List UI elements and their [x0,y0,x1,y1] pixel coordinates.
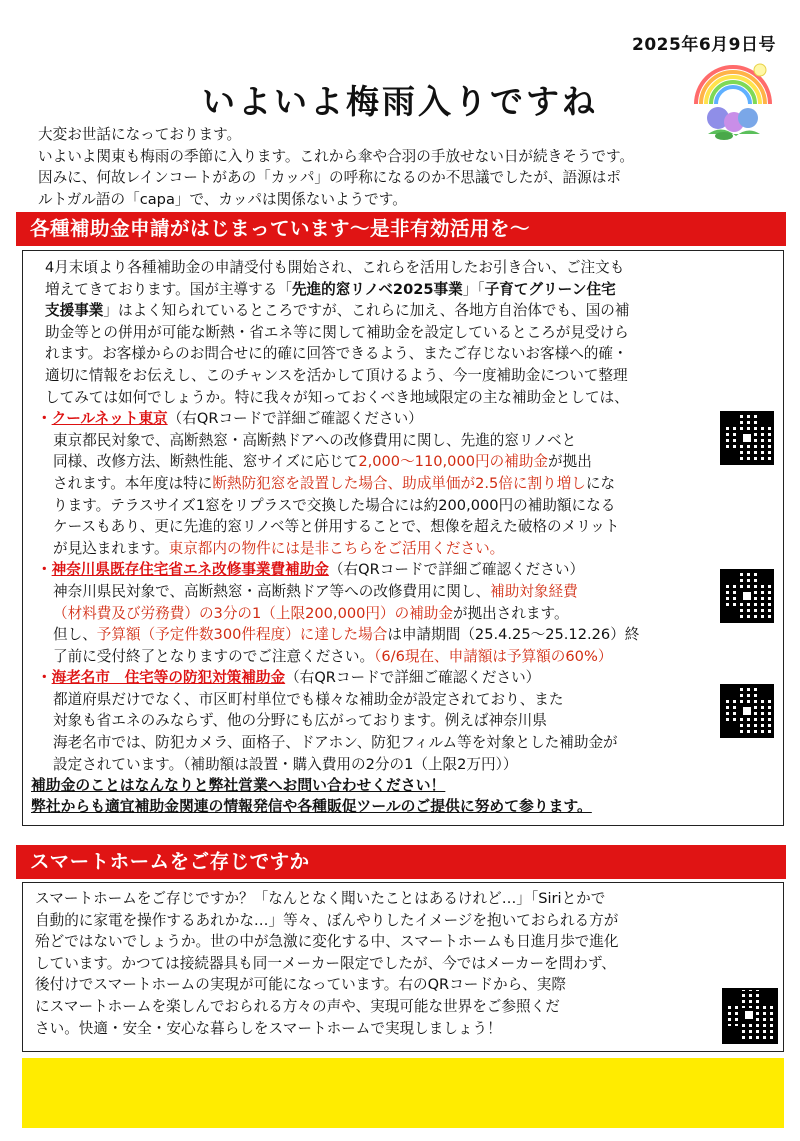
smarthome-line: しています。かつては接続器具も同一メーカー限定でしたが、今ではメーカーを問わず、 [35,954,616,972]
greeting-line: ルトガル語の「capa」で、カッパは関係ないようです。 [38,190,407,208]
item-line: 対象も省エネのみならず、他の分野にも広がっております。例えば神奈川県 [53,712,547,730]
closing-line: 補助金のことはなんなりと弊社営業へお問い合わせください！ [31,777,446,795]
item-line: 東京都民対象で、高断熱窓・高断熱ドアへの改修費用に関し、先進的窓リノベと [53,431,577,449]
smarthome-section-heading: スマートホームをご存じですか [16,845,786,879]
subsidy-amount: 2,000～110,000円の補助金 [358,453,549,471]
subsidy-item-ebina [23,667,783,775]
budget-note: 予算額（予定件数300件程度）に達した場合 [96,626,388,644]
bullet: ・ [37,410,52,428]
item-line: 海老名市では、防犯カメラ、面格子、ドアホン、防犯フィルム等を対象とした補助金が [53,734,618,752]
smarthome-line: 後付けでスマートホームの実現が可能になっています。右のQRコードから、実際 [35,976,566,994]
item-text: が見込まれます。 [53,539,169,557]
qr-code-kanagawa[interactable] [722,571,772,621]
item-line [53,538,783,560]
bullet: ・ [37,561,52,579]
intro-line [45,300,775,322]
subsidy-item-tokyo [23,408,783,559]
qr-note: （右QRコードで詳細ご確認ください） [285,669,541,687]
subsidy-item-heading [37,408,783,430]
qr-note: （右QRコードで詳細ご確認ください） [167,410,423,428]
subsidy-item-heading [37,559,783,581]
smarthome-section-box [22,882,784,1052]
greeting-text [38,124,783,210]
intro-text: 」「 [462,280,485,298]
intro-line: してみては如何でしょうか。特に我々が知っておくべき地域限定の主な補助金としては、 [45,388,629,406]
item-text: は申請期間（25.4.25～25.12.26）終 [387,626,640,644]
subsidy-intro [23,251,783,408]
intro-text: 増えてきております。国が主導する「 [45,280,292,298]
intro-text: 」はよく知られているところですが、これらに加え、各地方自治体でも、国の補 [103,302,630,320]
issue-date: 2025年6月9日号 [632,35,776,55]
item-line: ケースもあり、更に先進的窓リノベ等と併用することで、想像を超えた破格のメリット [53,518,620,536]
recommendation: 東京都内の物件には是非こちらをご活用ください。 [168,539,505,557]
item-text: が拠出 [548,453,592,471]
qr-code-ebina[interactable] [722,686,772,736]
smarthome-line: にスマートホームを楽しんでおられる方々の声や、実現可能な世界をご参照くだ [35,997,560,1015]
item-line [53,581,783,603]
item-line: 設定されています。（補助額は設置・購入費用の2分の1（上限2万円）） [53,755,518,773]
subsidy-amount: （材料費及び労務費）の3分の1（上限200,000円）の補助金 [53,604,453,622]
greeting-line: 大変お世話になっております。 [38,126,242,143]
smarthome-line: 殆どではないでしょうか。世の中が急激に変化する中、スマートホームも日進月歩で進化 [35,933,619,951]
item-text: されます。本年度は特に [53,474,213,492]
smarthome-text [23,883,783,1039]
intro-line: 4月末頃より各種補助金の申請受付も開始され、これらを活用したお引き合い、ご注文も [45,259,625,276]
item-line: 都道府県だけでなく、市区町村単位でも様々な補助金が設定されており、また [53,690,564,708]
greeting-line: いよいよ関東も梅雨の季節に入ります。これから傘や合羽の手放せない日が続きそうです。 [38,147,635,165]
intro-line: れます。お客様からのお問合せに的確に回答できるよう、またご存じないお客様へ的確・ [45,345,628,363]
item-line [53,603,783,625]
qr-code-smarthome[interactable] [724,990,776,1042]
item-text: 了前に受付終了となりますのでご注意ください。 [53,647,375,665]
qr-note: （右QRコードで詳細ご確認ください） [328,561,585,579]
subsidy-item-heading [37,667,783,689]
item-text: 神奈川県民対象で、高断熱窓・高断熱ドア等への改修費用に関し、 [53,582,491,600]
page-title: いよいよ梅雨入りですね [202,82,598,121]
greeting-line: 因みに、何故レインコートがあの「カッパ」の呼称になるのか不思議でしたが、語源はポ [38,169,621,187]
qr-code-tokyo[interactable] [722,413,772,463]
item-line [53,646,783,668]
bullet: ・ [37,669,52,687]
item-text: 同様、改修方法、断熱性能、窓サイズに応じて [53,453,359,471]
item-line: ります。テラスサイズ1窓をリプラスで交換した場合には約200,000円の補助額になる [53,496,616,514]
program-name-madorinobe: 先進的窓リノベ2025事業 [291,280,463,298]
status-note: （6/6現在、申請額は予算額の60%） [374,647,613,665]
intro-line: 助金等との併用が可能な断熱・省エネ等に関して補助金を設定しているところが見受けら [45,323,629,341]
closing-message [23,775,783,817]
item-line [53,451,783,473]
smarthome-line: 自動的に家電を操作するあれかな…」等々、ぼんやりしたイメージを抱いておられる方が [35,911,619,929]
smarthome-line: スマートホームをご存じですか？「なんとなく聞いたことはあるけれど…」「Siriとかで [35,890,606,907]
subsidy-section-heading: 各種補助金申請がはじまっています～是非有効活用を～ [16,212,786,246]
item-line [53,473,783,495]
program-name-kosodate: 子育てグリーン住宅 [484,280,616,298]
bonus-note: 断熱防犯窓を設置した場合、助成単価が2.5倍に割り増し [212,474,586,492]
subsidy-title-kanagawa: 神奈川県既存住宅省エネ改修事業費補助金 [51,561,329,579]
item-text: にな [585,474,616,492]
item-line [53,624,783,646]
subsidy-title-ebina: 海老名市 住宅等の防犯対策補助金 [51,669,286,687]
intro-line [45,279,775,301]
subsidy-scope: 補助対象経費 [490,582,578,600]
item-text: が拠出されます。 [452,604,569,622]
closing-line: 弊社からも適宜補助金関連の情報発信や各種販促ツールのご提供に努めて参ります。 [31,798,592,816]
program-name-kosodate-cont: 支援事業 [45,302,104,320]
footer-band [22,1058,784,1128]
smarthome-line: さい。快適・安全・安心な暮らしをスマートホームで実現しましょう！ [35,1019,502,1037]
subsidy-section-box [22,250,784,826]
item-text: 但し、 [53,626,97,644]
subsidy-item-kanagawa [23,559,783,667]
intro-line: 適切に情報をお伝えし、このチャンスを活かして頂けるよう、今一度補助金について整理 [45,366,628,384]
subsidy-title-tokyo: クールネット東京 [51,410,168,428]
